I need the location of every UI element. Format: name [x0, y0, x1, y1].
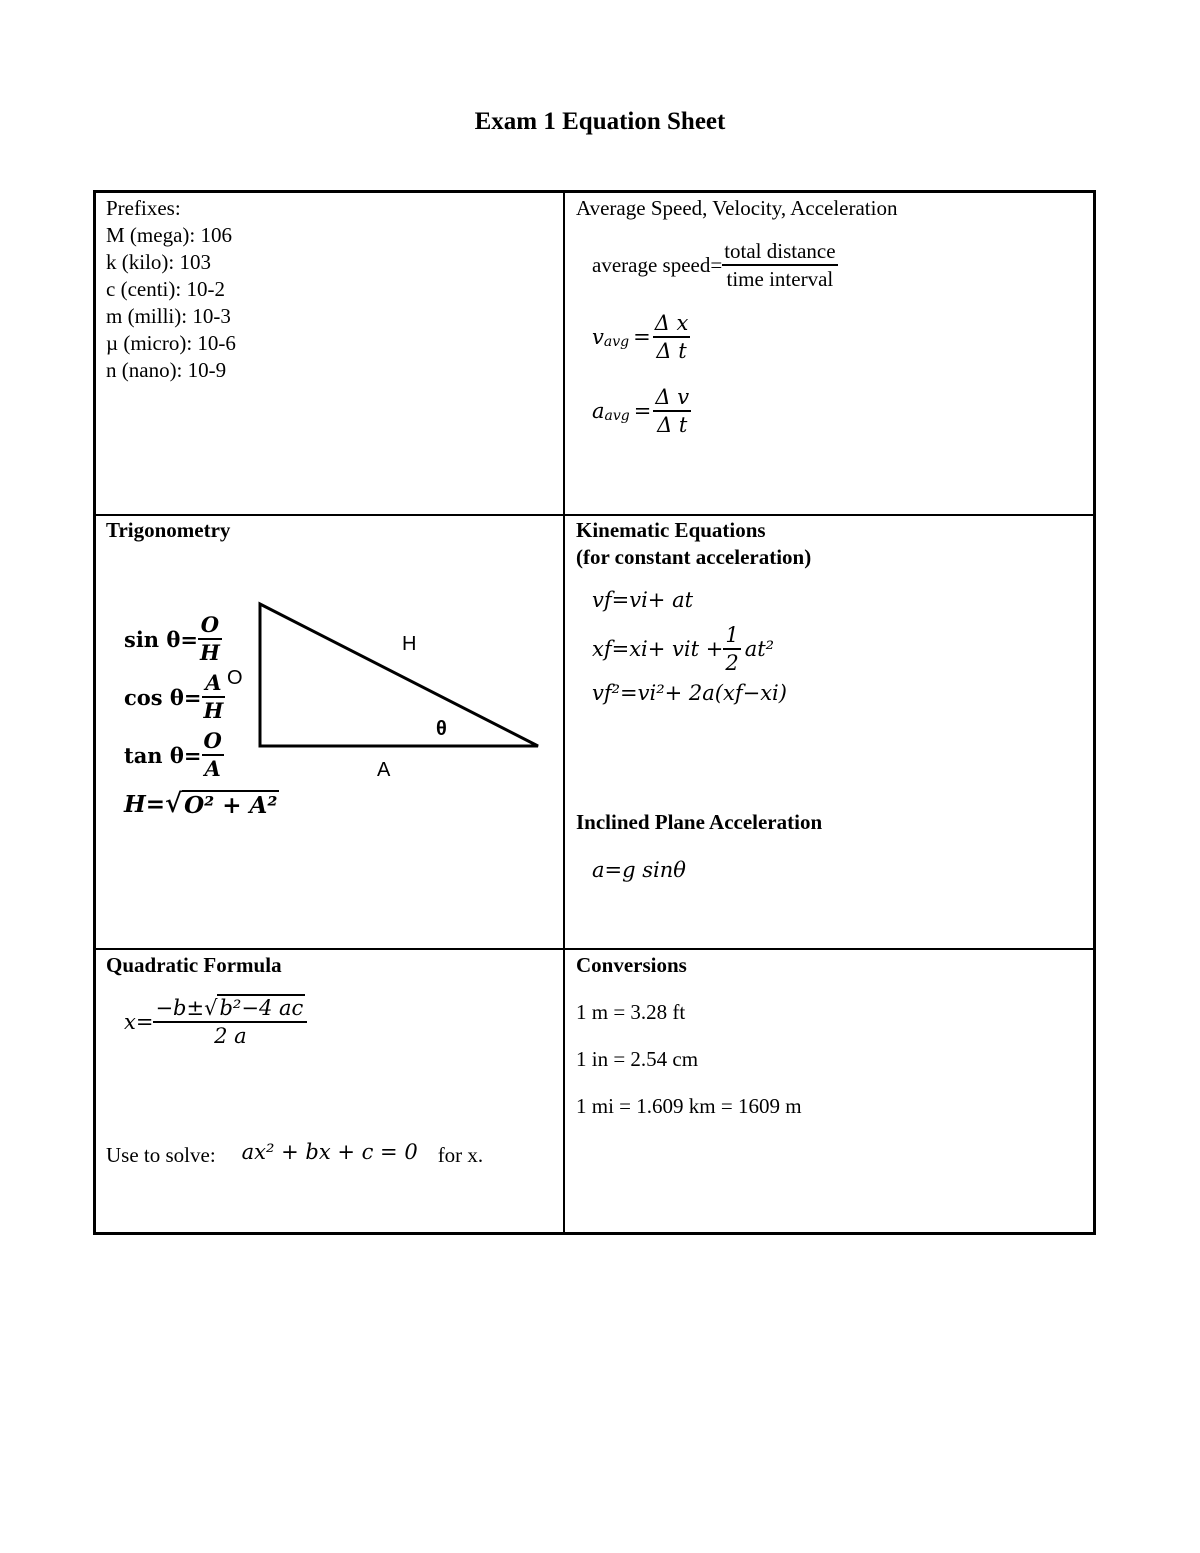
- cosine-label: cos θ=: [124, 684, 202, 710]
- kinematic-eq-3: vf²=vi²+ 2a(xf−xi): [592, 681, 787, 705]
- quadratic-use-label: Use to solve:: [106, 1143, 216, 1167]
- triangle-hypotenuse-label: H: [402, 633, 417, 655]
- quadratic-cell: [106, 952, 556, 1222]
- incline-heading: Inclined Plane Acceleration: [576, 810, 823, 834]
- quadratic-formula: [124, 995, 556, 1049]
- row-divider-1: [93, 514, 1096, 516]
- acceleration-eq: a avg = $\frac{\text{Δ v}}{\text{Δ t}}$: [592, 385, 690, 437]
- triangle-adjacent-label: A: [377, 759, 391, 781]
- fraction-denominator: Δ t: [657, 413, 688, 437]
- velocity-subscript: avg: [603, 333, 630, 350]
- prefix-item: c (centi): 10-2: [106, 277, 225, 301]
- prefix-item: µ (micro): 10-6: [106, 331, 236, 355]
- row-divider-2: [93, 948, 1096, 950]
- conversions-heading: Conversions: [576, 953, 687, 977]
- kinematic-eq-2-fraction: [723, 622, 740, 676]
- conversions-cell: [576, 952, 1076, 1120]
- velocity-symbol: v: [592, 324, 604, 349]
- fraction-denominator: A: [204, 756, 221, 781]
- acceleration-symbol: a: [592, 398, 605, 423]
- kinematic-eq-2: [592, 622, 1076, 676]
- velocity-eq: v avg = $\frac{\text{Δ x}}{\text{Δ t}}$: [592, 311, 689, 363]
- kinematic-cell: [576, 517, 1076, 882]
- quadratic-use-tail: for x.: [437, 1143, 484, 1167]
- right-triangle-diagram: [256, 599, 546, 749]
- hypotenuse-root: O² + A²: [184, 792, 278, 819]
- fraction-numerator: O: [198, 612, 222, 640]
- quadratic-fraction: [153, 995, 307, 1049]
- quadratic-heading: Quadratic Formula: [106, 953, 282, 977]
- fraction-numerator: 1: [723, 622, 740, 650]
- conversion-item: 1 in = 2.54 cm: [576, 1047, 699, 1071]
- quadratic-usage: [106, 1142, 483, 1169]
- kinematic-subheading: (for constant acceleration): [576, 545, 812, 569]
- triangle-angle-label: θ: [436, 718, 447, 740]
- prefixes-cell: [106, 195, 236, 384]
- fraction-numerator: O: [202, 728, 224, 756]
- fraction-numerator: total distance: [722, 238, 837, 266]
- triangle-opposite-label: O: [227, 667, 243, 689]
- tangent-fraction: [202, 728, 224, 782]
- fraction-denominator: 2: [725, 651, 739, 675]
- average-speed-label: average speed=: [592, 252, 723, 277]
- cosine-fraction: [202, 670, 226, 724]
- average-heading: Average Speed, Velocity, Acceleration: [576, 196, 898, 220]
- fraction-numerator: Δ x: [653, 310, 691, 338]
- fraction-denominator: H: [203, 698, 224, 723]
- quadratic-use-equation: ax² + bx + c = 0: [241, 1140, 418, 1164]
- sine-label: sin θ=: [124, 626, 198, 652]
- prefix-item: k (kilo): 103: [106, 250, 211, 274]
- trigonometry-heading: Trigonometry: [106, 518, 231, 542]
- tangent-label: tan θ=: [124, 742, 202, 768]
- trigonometry-cell: [106, 517, 556, 937]
- acceleration-fraction: [653, 384, 691, 438]
- sine-fraction: [198, 612, 222, 666]
- prefixes-heading: Prefixes:: [106, 196, 181, 220]
- conversion-item: 1 m = 3.28 ft: [576, 1000, 686, 1024]
- fraction-numerator: −b±√b²−4 ac: [153, 995, 307, 1023]
- conversion-item: 1 mi = 1.609 km = 1609 m: [576, 1094, 802, 1118]
- right-triangle-shape: [260, 604, 538, 746]
- fraction-denominator: 2 a: [214, 1024, 247, 1048]
- incline-eq: a=g sinθ: [592, 858, 686, 882]
- prefix-item: M (mega): 106: [106, 223, 232, 247]
- page-title: Exam 1 Equation Sheet: [474, 108, 726, 135]
- quadratic-num-left: −b±: [155, 996, 205, 1020]
- fraction-numerator: Δ v: [653, 384, 691, 412]
- prefix-item: m (milli): 10-3: [106, 304, 231, 328]
- fraction-denominator: Δ t: [656, 339, 687, 363]
- column-divider: [563, 190, 565, 1235]
- kinematic-equations: [592, 587, 1076, 707]
- average-cell: [576, 195, 1076, 452]
- quadratic-root: b²−4 ac: [219, 996, 304, 1020]
- fraction-numerator: A: [202, 670, 226, 698]
- fraction-denominator: time interval: [726, 267, 834, 291]
- hypotenuse-label: H=: [124, 791, 166, 818]
- quadratic-lhs: x=: [124, 1009, 154, 1034]
- kinematic-heading: Kinematic Equations: [576, 518, 766, 542]
- average-speed-fraction: [722, 238, 837, 292]
- kinematic-eq-1: vf=vi+ at: [592, 588, 694, 612]
- prefix-item: n (nano): 10-9: [106, 358, 227, 382]
- kinematic-eq-2-left: xf=xi+ vit +: [592, 636, 724, 661]
- hypotenuse-eq: H= √ O² + A²: [124, 789, 278, 819]
- acceleration-subscript: avg: [604, 407, 630, 424]
- velocity-fraction: [653, 310, 691, 364]
- fraction-denominator: H: [199, 640, 220, 665]
- average-speed-eq: [592, 238, 1076, 292]
- kinematic-eq-2-right: at²: [744, 636, 775, 661]
